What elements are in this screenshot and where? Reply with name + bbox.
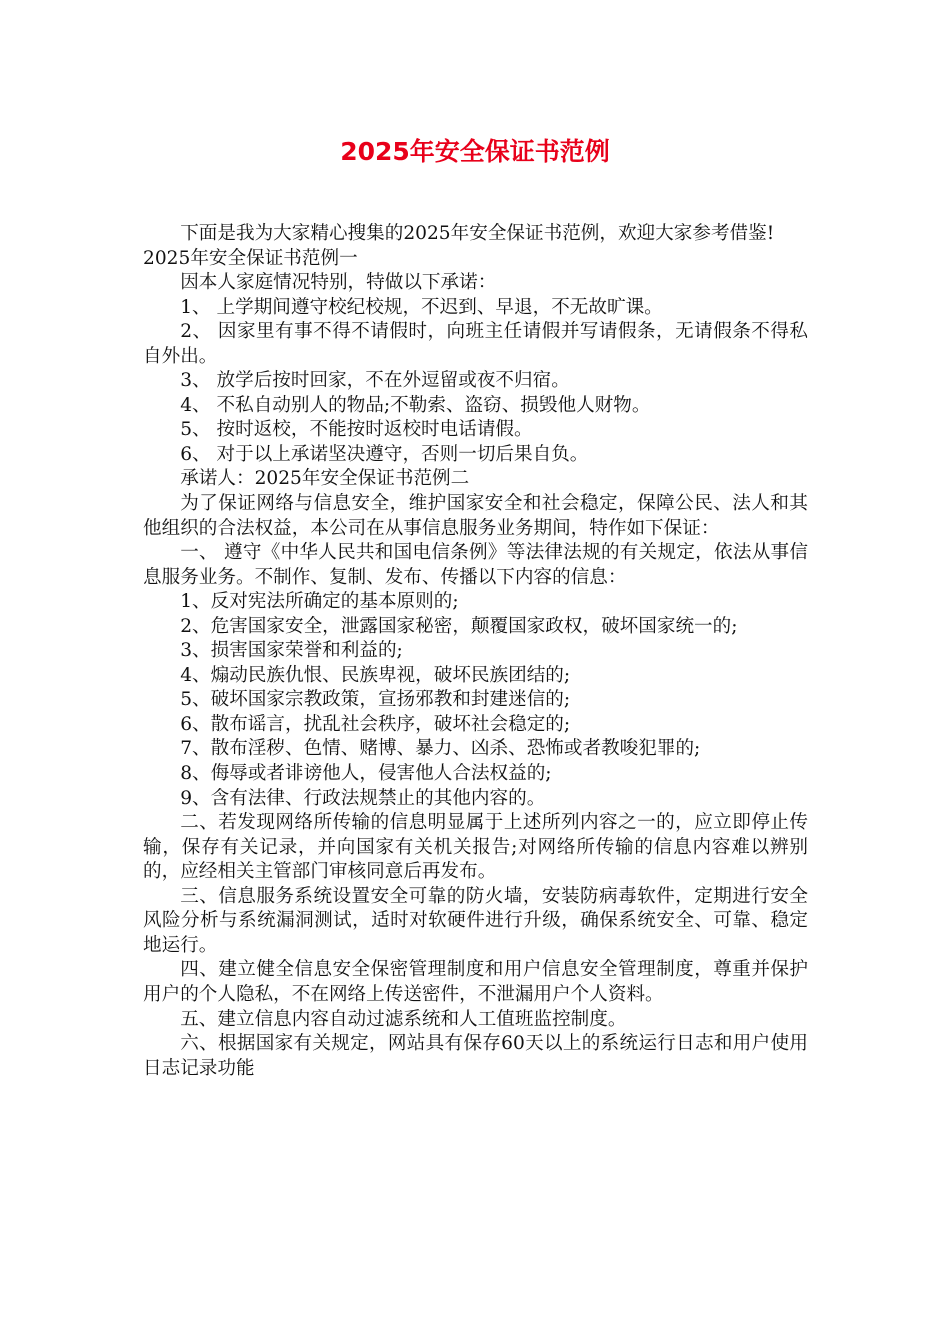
list-item: 1、反对宪法所确定的基本原则的; [180,591,459,613]
document-body [143,222,808,1081]
section-heading-example-one: 2025年安全保证书范例一 [143,247,358,269]
paragraph: 为了保证网络与信息安全，维护国家安全和社会稳定，保障公民、法人和其他组织的合法权益，本公司在从事信息服务业务期间，特作如下保证： [143,493,808,539]
list-item: 8、侮辱或者诽谤他人，侵害他人合法权益的; [180,763,552,785]
list-item: 2、 因家里有事不得不请假时，向班主任请假并写请假条，无请假条不得私自外出。 [143,321,808,367]
paragraph: 五、建立信息内容自动过滤系统和人工值班监控制度。 [180,1008,627,1030]
document-title: 2025年安全保证书范例 [340,137,610,166]
paragraph: 四、建立健全信息安全保密管理制度和用户信息安全管理制度，尊重并保护用户的个人隐私，不在网络上传送密件，不泄漏用户个人资料。 [143,959,808,1005]
list-item: 5、破坏国家宗教政策，宣扬邪教和封建迷信的; [180,689,571,711]
paragraph: 因本人家庭情况特别，特做以下承诺： [180,272,497,294]
list-item: 9、含有法律、行政法规禁止的其他内容的。 [180,787,546,809]
list-item: 4、煽动民族仇恨、民族卑视，破坏民族团结的; [180,664,571,686]
list-item: 1、 上学期间遵守校纪校规，不迟到、早退，不无故旷课。 [180,296,663,318]
list-item: 5、 按时返校，不能按时返校时电话请假。 [180,419,533,441]
list-item: 7、散布淫秽、色情、赌博、暴力、凶杀、恐怖或者教唆犯罪的; [180,738,701,760]
paragraph: 二、若发现网络所传输的信息明显属于上述所列内容之一的，应立即停止传输，保存有关记录，并向国家有关机关报告;对网络所传输的信息内容难以辨别的，应经相关主管部门审核同意后再发布。 [143,812,808,883]
list-item: 4、 不私自动别人的物品;不勒索、盗窃、损毁他人财物。 [180,394,651,416]
list-item: 3、 放学后按时回家，不在外逗留或夜不归宿。 [180,370,570,392]
list-item: 6、 对于以上承诺坚决遵守，否则一切后果自负。 [180,443,589,465]
list-item: 2、危害国家安全，泄露国家秘密，颠覆国家政权，破坏国家统一的; [180,615,738,637]
paragraph-intro: 下面是我为大家精心搜集的2025年安全保证书范例，欢迎大家参考借鉴! [180,223,775,244]
paragraph: 三、信息服务系统设置安全可靠的防火墙，安装防病毒软件，定期进行安全风险分析与系统漏洞测试，适时对软硬件进行升级，确保系统安全、可靠、稳定地运行。 [143,885,808,956]
paragraph-signatory: 承诺人：2025年安全保证书范例二 [180,468,470,490]
paragraph: 六、根据国家有关规定，网站具有保存60天以上的系统运行日志和用户使用日志记录功能 [143,1033,808,1079]
list-item: 6、散布谣言，扰乱社会秩序，破坏社会稳定的; [180,713,571,735]
list-item: 3、损害国家荣誉和利益的; [180,640,403,662]
paragraph: 一、 遵守《中华人民共和国电信条例》等法律法规的有关规定，依法从事信息服务业务。不制作、复制、发布、传播以下内容的信息： [143,542,808,588]
